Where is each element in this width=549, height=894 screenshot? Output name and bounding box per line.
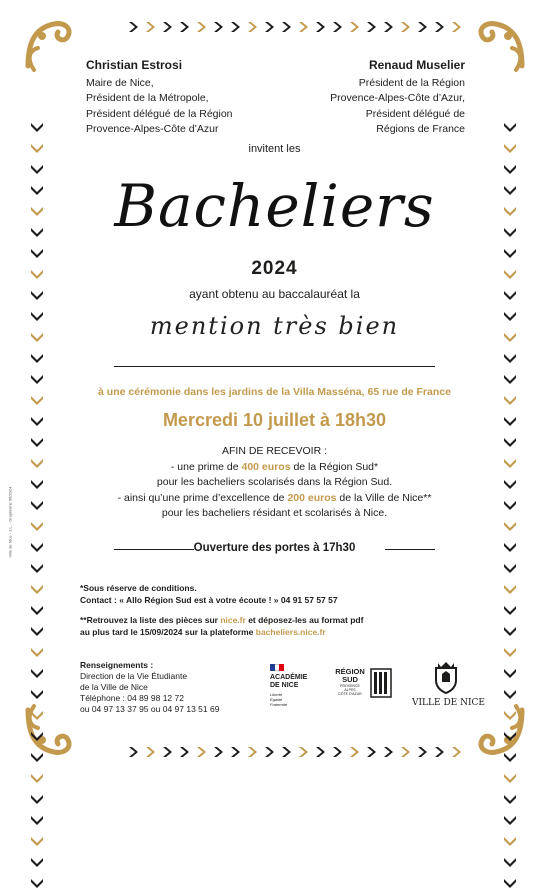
chevron-border-top — [126, 20, 463, 38]
benefit-region-pre: - une prime de — [170, 460, 242, 473]
ville-de-nice-crest-icon — [432, 660, 460, 694]
note-documents — [80, 614, 363, 626]
chevron-mark — [503, 519, 517, 537]
chevron-mark — [449, 20, 463, 38]
contact-heading: Renseignements : — [80, 660, 154, 670]
contact-phone-alt: ou 04 97 13 37 95 ou 04 97 13 51 69 — [80, 704, 220, 714]
signatory-right-name: Renaud Muselier — [368, 58, 465, 72]
marianne-flag-icon — [270, 664, 284, 671]
invite-text: invitent les — [248, 143, 301, 155]
chevron-mark — [398, 20, 412, 38]
benefits — [0, 444, 549, 522]
contact-block — [80, 660, 219, 715]
chevron-mark — [503, 834, 517, 852]
divider-doors-right — [385, 549, 435, 550]
signatory-left-line: Maire de Nice, — [86, 76, 154, 89]
logo-ville-de-nice: VILLE DE NICE — [412, 698, 485, 708]
chevron-mark — [503, 582, 517, 600]
chevron-mark — [30, 624, 44, 642]
benefit-region — [0, 460, 549, 476]
signatory-left-line: Président délégué de la Région — [86, 107, 233, 120]
chevron-mark — [503, 687, 517, 705]
chevron-mark — [364, 745, 378, 763]
signatory-left-name: Christian Estrosi — [86, 58, 183, 72]
contact-line: de la Ville de Nice — [80, 682, 148, 692]
chevron-mark — [364, 20, 378, 38]
chevron-mark — [503, 603, 517, 621]
chevron-mark — [503, 561, 517, 579]
chevron-mark — [30, 876, 44, 894]
chevron-mark — [30, 855, 44, 873]
chevron-mark — [245, 745, 259, 763]
chevron-mark — [30, 582, 44, 600]
chevron-mark — [194, 745, 208, 763]
chevron-mark — [160, 745, 174, 763]
chevron-mark — [279, 20, 293, 38]
logo-region-line: SUD — [342, 675, 358, 684]
chevron-mark — [211, 745, 225, 763]
benefit-region-detail: pour les bacheliers scolarisés dans la Région Sud. — [156, 476, 393, 488]
note-documents-post: et déposez-les au format pdf — [245, 615, 364, 625]
chevron-mark — [194, 20, 208, 38]
chevron-mark — [30, 813, 44, 831]
chevron-mark — [279, 745, 293, 763]
signatory-left-line: Provence-Alpes-Côte d’Azur — [86, 123, 219, 135]
chevron-mark — [262, 745, 276, 763]
notes — [80, 582, 363, 638]
chevron-mark — [330, 745, 344, 763]
benefits-intro: AFIN DE RECEVOIR : — [221, 445, 327, 457]
signatory-right — [330, 58, 465, 138]
chevron-mark — [211, 20, 225, 38]
signatory-right-line: Provence-Alpes-Côte d’Azur, — [330, 92, 465, 104]
chevron-mark — [503, 645, 517, 663]
chevron-mark — [30, 351, 44, 369]
contact-line: Direction de la Vie Étudiante — [80, 671, 188, 681]
corner-ornament-bottom-right — [470, 702, 530, 762]
chevron-mark — [30, 771, 44, 789]
corner-ornament-bottom-left — [20, 702, 80, 762]
chevron-mark — [30, 708, 44, 726]
chevron-mark — [262, 20, 276, 38]
link-nice-fr[interactable]: nice.fr — [220, 615, 246, 625]
chevron-mark — [160, 20, 174, 38]
benefit-city — [0, 491, 549, 507]
chevron-mark — [313, 20, 327, 38]
chevron-mark — [126, 20, 140, 38]
chevron-mark — [503, 855, 517, 873]
chevron-mark — [313, 745, 327, 763]
year: 2024 — [251, 258, 298, 279]
benefit-region-post: de la Région Sud* — [290, 460, 379, 473]
venue: à une cérémonie dans les jardins de la Villa Masséna, 65 rue de France — [98, 386, 451, 398]
chevron-mark — [503, 792, 517, 810]
chevron-mark — [30, 666, 44, 684]
logo-region-sub-line: CÔTE D'AZUR — [338, 692, 362, 696]
chevron-mark — [330, 20, 344, 38]
logo-motto-line: Liberté — [270, 692, 283, 697]
note-deadline-pre: au plus tard le 15/09/2024 sur la plateforme — [80, 627, 256, 637]
logo-region-line: RÉGION — [335, 667, 365, 676]
side-credit: Ville de Nice - J.L. - Graphisme 06/2024 — [7, 486, 13, 558]
chevron-mark — [415, 20, 429, 38]
chevron-mark — [126, 745, 140, 763]
logo-academie-line: DE NICE — [270, 682, 299, 689]
divider-top — [114, 366, 435, 367]
chevron-mark — [449, 745, 463, 763]
chevron-border-bottom — [126, 745, 463, 763]
chevron-mark — [432, 745, 446, 763]
chevron-mark — [503, 876, 517, 894]
corner-ornament-top-left — [20, 14, 80, 74]
note-deadline — [80, 626, 363, 638]
main-title: Bacheliers — [114, 172, 435, 240]
region-sud-emblem-icon — [370, 668, 392, 698]
chevron-mark — [30, 561, 44, 579]
corner-ornament-top-right — [470, 14, 530, 74]
chevron-mark — [296, 745, 310, 763]
chevron-mark — [381, 20, 395, 38]
logo-region-sub-line: ALPES — [344, 688, 356, 692]
contact-phone: Téléphone : 04 89 98 12 72 — [80, 693, 184, 703]
chevron-mark — [30, 750, 44, 768]
signatory-right-line: Président de la Région — [358, 76, 465, 89]
chevron-mark — [503, 708, 517, 726]
event-date: Mercredi 10 juillet à 18h30 — [162, 410, 387, 430]
logo-motto-line: Égalité — [270, 697, 283, 702]
logo-region-sud — [330, 668, 370, 696]
benefit-city-post: de la Ville de Nice** — [336, 491, 432, 504]
signatory-left — [86, 58, 233, 138]
chevron-mark — [398, 745, 412, 763]
chevron-mark — [30, 603, 44, 621]
chevron-mark — [503, 624, 517, 642]
chevron-mark — [30, 645, 44, 663]
chevron-mark — [30, 687, 44, 705]
chevron-mark — [228, 745, 242, 763]
benefit-region-amount: 400 euros — [241, 460, 291, 473]
chevron-mark — [347, 20, 361, 38]
benefit-city-pre: - ainsi qu’une prime d’excellence de — [117, 491, 288, 504]
chevron-mark — [347, 745, 361, 763]
chevron-mark — [143, 20, 157, 38]
chevron-mark — [30, 120, 44, 138]
signatory-right-line: Président délégué de — [365, 107, 465, 120]
mention: mention très bien — [149, 312, 400, 340]
benefit-city-detail: pour les bacheliers résidant et scolarisés à Nice. — [161, 507, 388, 519]
chevron-mark — [30, 519, 44, 537]
note-documents-pre: **Retrouvez la liste des pièces sur — [80, 615, 221, 625]
chevron-mark — [432, 20, 446, 38]
chevron-mark — [30, 834, 44, 852]
chevron-mark — [228, 20, 242, 38]
chevron-mark — [177, 745, 191, 763]
logo-region-sub-line: PROVENCE — [340, 684, 360, 688]
chevron-mark — [296, 20, 310, 38]
note-conditions: *Sous réserve de conditions. — [80, 583, 197, 593]
chevron-mark — [503, 666, 517, 684]
signatory-right-line: Régions de France — [376, 123, 465, 135]
chevron-mark — [30, 792, 44, 810]
chevron-mark — [415, 745, 429, 763]
chevron-mark — [503, 351, 517, 369]
chevron-mark — [503, 771, 517, 789]
chevron-mark — [503, 120, 517, 138]
subtitle: ayant obtenu au baccalauréat la — [189, 287, 360, 301]
benefit-city-amount: 200 euros — [287, 491, 337, 504]
chevron-mark — [143, 745, 157, 763]
chevron-mark — [30, 729, 44, 747]
logo-motto-line: Fraternité — [270, 702, 288, 707]
logo-academie-nice — [270, 664, 310, 707]
chevron-mark — [503, 813, 517, 831]
chevron-mark — [503, 729, 517, 747]
doors-opening: Ouverture des portes à 17h30 — [193, 542, 356, 554]
chevron-mark — [177, 20, 191, 38]
chevron-mark — [381, 745, 395, 763]
chevron-mark — [245, 20, 259, 38]
chevron-mark — [503, 750, 517, 768]
note-contact: Contact : « Allo Région Sud est à votre écoute ! » 04 91 57 57 57 — [80, 595, 338, 605]
link-bacheliers-nice-fr[interactable]: bacheliers.nice.fr — [255, 627, 326, 637]
logo-academie-line: ACADÉMIE — [270, 674, 308, 681]
signatory-left-line: Président de la Métropole, — [86, 92, 209, 104]
